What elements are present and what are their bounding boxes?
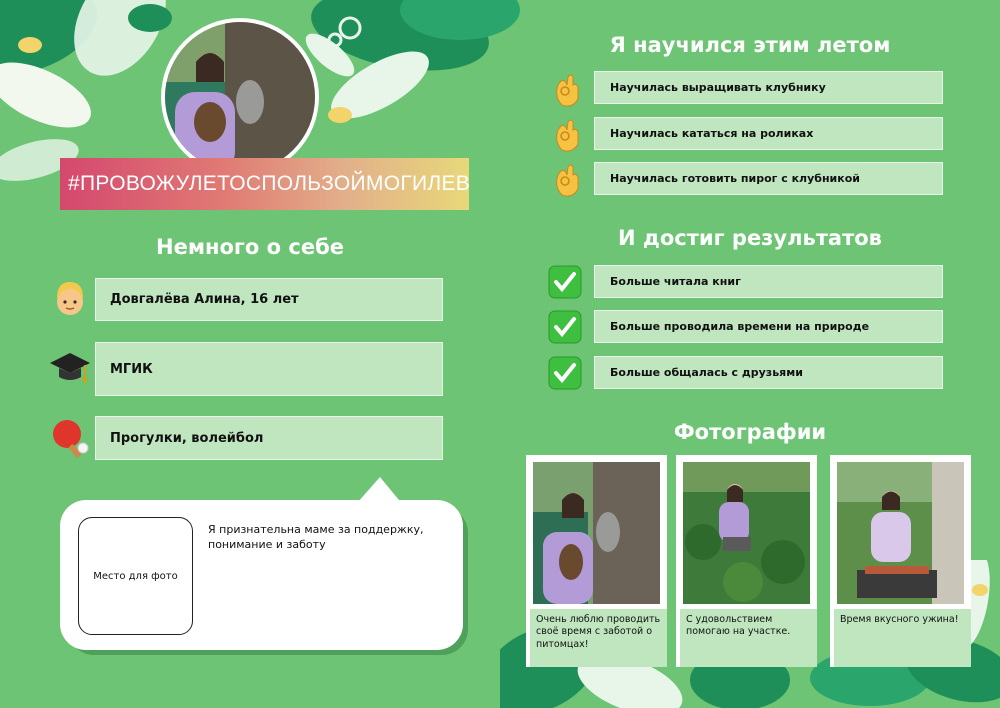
photo-caption-3: Время вкусного ужина!: [834, 609, 971, 667]
hashtag-banner: [60, 158, 469, 210]
check-mark-icon: [543, 305, 587, 349]
results-item-2: Больше проводила времени на природе: [594, 310, 943, 343]
ok-hand-icon: [545, 158, 589, 202]
results-item-3: Больше общалась с друзьями: [594, 356, 943, 389]
photo-1: [533, 462, 660, 604]
photo-caption-1: Очень люблю проводить своё время с заботой о питомцах!: [530, 609, 667, 667]
about-item-study: МГИК: [95, 342, 443, 396]
about-item-hobby: Прогулки, волейбол: [95, 416, 443, 460]
ok-hand-icon: [545, 113, 589, 157]
photos-title: Фотографии: [673, 420, 827, 444]
photo-placeholder-label: Место для фото: [93, 570, 178, 582]
results-title: И достиг результатов: [618, 226, 882, 250]
about-item-name: Довгалёва Алина, 16 лет: [95, 278, 443, 321]
results-item-1: Больше читала книг: [594, 265, 943, 298]
photo-caption-2: С удовольствием помогаю на участке.: [680, 609, 817, 667]
profile-photo: [161, 18, 319, 176]
learned-item-2: Научилась кататься на роликах: [594, 117, 943, 150]
photo-placeholder: [78, 517, 193, 635]
ok-hand-icon: [545, 68, 589, 112]
learned-title: Я научился этим летом: [609, 33, 891, 57]
photo-3: [837, 462, 964, 604]
gratitude-bubble: [60, 500, 463, 650]
photo-2: [683, 462, 810, 604]
hashtag-text: #ПРОВОЖУЛЕТОСПОЛЬЗОЙМОГИЛЕВ: [68, 172, 471, 195]
check-mark-icon: [543, 260, 587, 304]
learned-item-3: Научилась готовить пирог с клубникой: [594, 162, 943, 195]
gratitude-text: Я признательна маме за поддержку, понимание и заботу: [208, 523, 424, 552]
person-icon: [48, 278, 92, 322]
about-title: Немного о себе: [156, 235, 344, 259]
learned-item-1: Научилась выращивать клубнику: [594, 71, 943, 104]
check-mark-icon: [543, 351, 587, 395]
ping-pong-icon: [48, 417, 92, 461]
graduation-cap-icon: [48, 347, 92, 391]
